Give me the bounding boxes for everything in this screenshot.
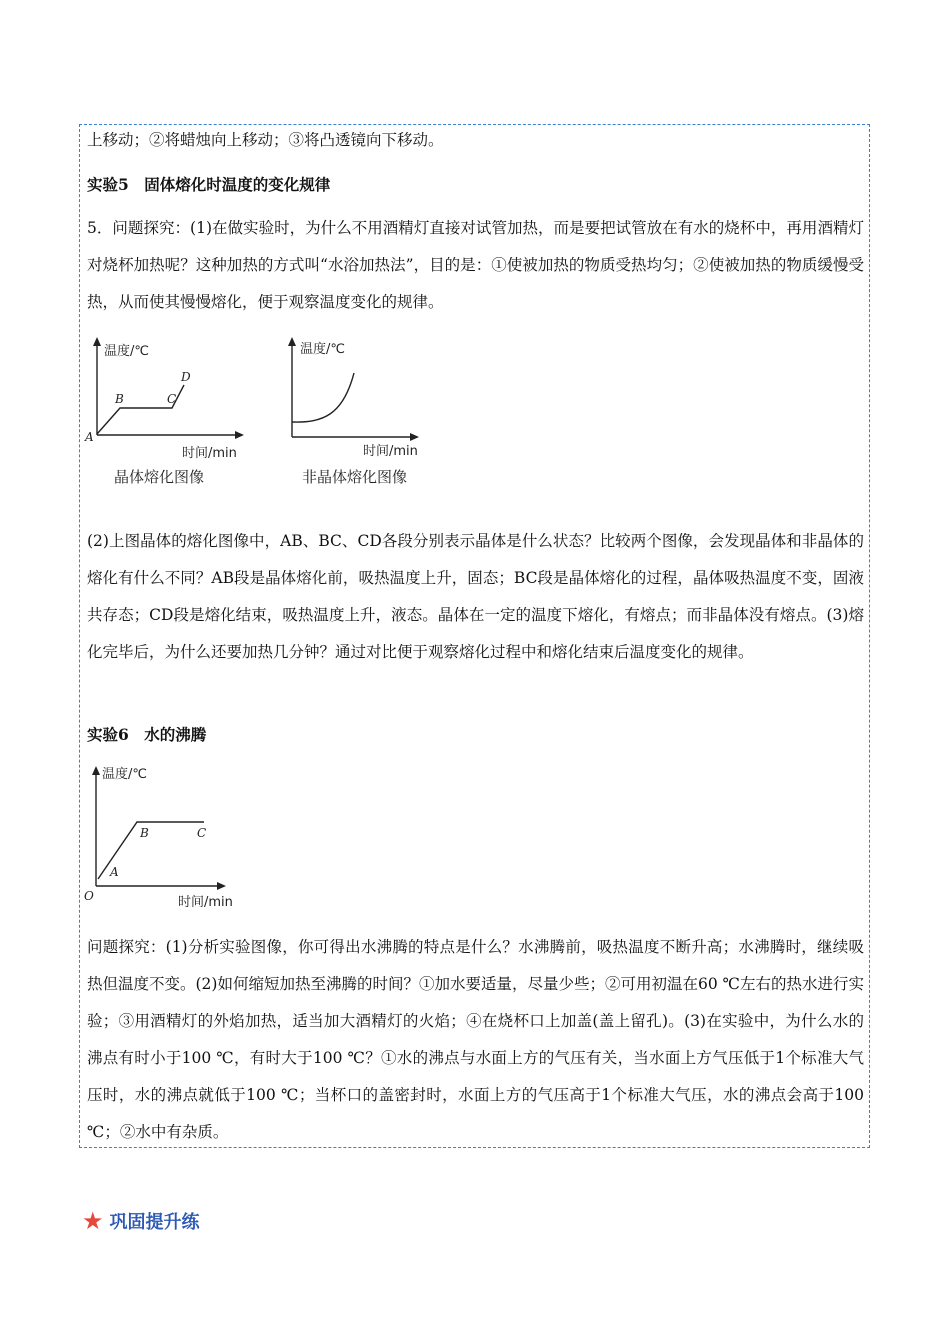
crystal-graph-caption: 晶体熔化图像 [114,468,205,486]
noncrystal-graph-x-label: 时间/min [363,444,418,459]
experiment-5-question-2: (2)上图晶体的熔化图像中，AB、BC、CD各段分别表示晶体是什么状态？比较两个图像，会发现晶体和非晶体的熔化有什么不同？AB段是晶体熔化前，吸热温度上升，固态；BC段是晶体熔化的过程，晶体吸热温度不变，固液共存态；CD段是熔化结束，吸热温度上升，液态。晶体在一定的温度下熔化，有熔点；而非晶体没有熔点。(3)熔化完毕后，为什么还要加热几分钟？通过对比便于观察熔化过程中和熔化结束后温度变化的规律。 [87,532,864,661]
crystal-melting-graph [82,335,252,490]
noncrystal-graph-y-label: 温度/℃ [300,342,345,357]
practice-title: 巩固提升练 [109,1212,200,1233]
crystal-graph-y-label: 温度/℃ [104,344,149,359]
boiling-point-a: A [110,865,119,879]
boiling-point-c: C [197,826,207,840]
boiling-graph-x-label: 时间/min [178,895,233,910]
boiling-graph-y-label: 温度/℃ [102,767,147,782]
experiment-5-question-1: 5．问题探究：(1)在做实验时，为什么不用酒精灯直接对试管加热，而是要把试管放在有水的烧杯中，再用酒精灯对烧杯加热呢？这种加热的方式叫“水浴加热法”，目的是：①使被加热的物质受热均匀；②使被加热的物质缓慢受热，从而使其慢慢熔化，便于观察温度变化的规律。 [87,219,864,311]
paragraph-top: 上移动；②将蜡烛向上移动；③将凸透镜向下移动。 [87,131,444,149]
experiment-6-question: 问题探究：(1)分析实验图像，你可得出水沸腾的特点是什么？水沸腾前，吸热温度不断升高；水沸腾时，继续吸热但温度不变。(2)如何缩短加热至沸腾的时间？①加水要适量，尽量少些；②可用初温在60 ℃左右的热水进行实验；③用酒精灯的外焰加热，适当加大酒精灯的火焰；④在烧杯口上加盖(盖上留孔)。(3)在实验中，为什么水的沸点有时小于100 ℃，有时大于100 ℃？①水的沸点与水面上方的气压有关，当水面上方气压低于1个标准大气压时，水的沸点就低于100 ℃；当杯口的盖密封时，水面上方的气压高于1个标准大气压，水的沸点会高于100 ℃；②水中有杂质。 [87,938,864,1141]
boiling-point-b: B [140,826,149,840]
experiment-5-heading: 实验5 固体熔化时温度的变化规律 [87,175,331,194]
boiling-point-o: O [84,889,94,903]
crystal-graph-x-label: 时间/min [182,446,237,461]
crystal-point-b: B [115,392,124,406]
experiment-6-heading: 实验6 水的沸腾 [87,725,207,744]
practice-section-header [82,1206,200,1236]
noncrystal-graph-caption: 非晶体熔化图像 [302,468,408,486]
star-icon: ★ [82,1207,104,1235]
crystal-point-d: D [181,370,191,384]
crystal-point-c: C [167,392,177,406]
crystal-point-a: A [85,430,94,444]
noncrystal-melting-graph [278,335,448,490]
boiling-graph [82,762,247,912]
